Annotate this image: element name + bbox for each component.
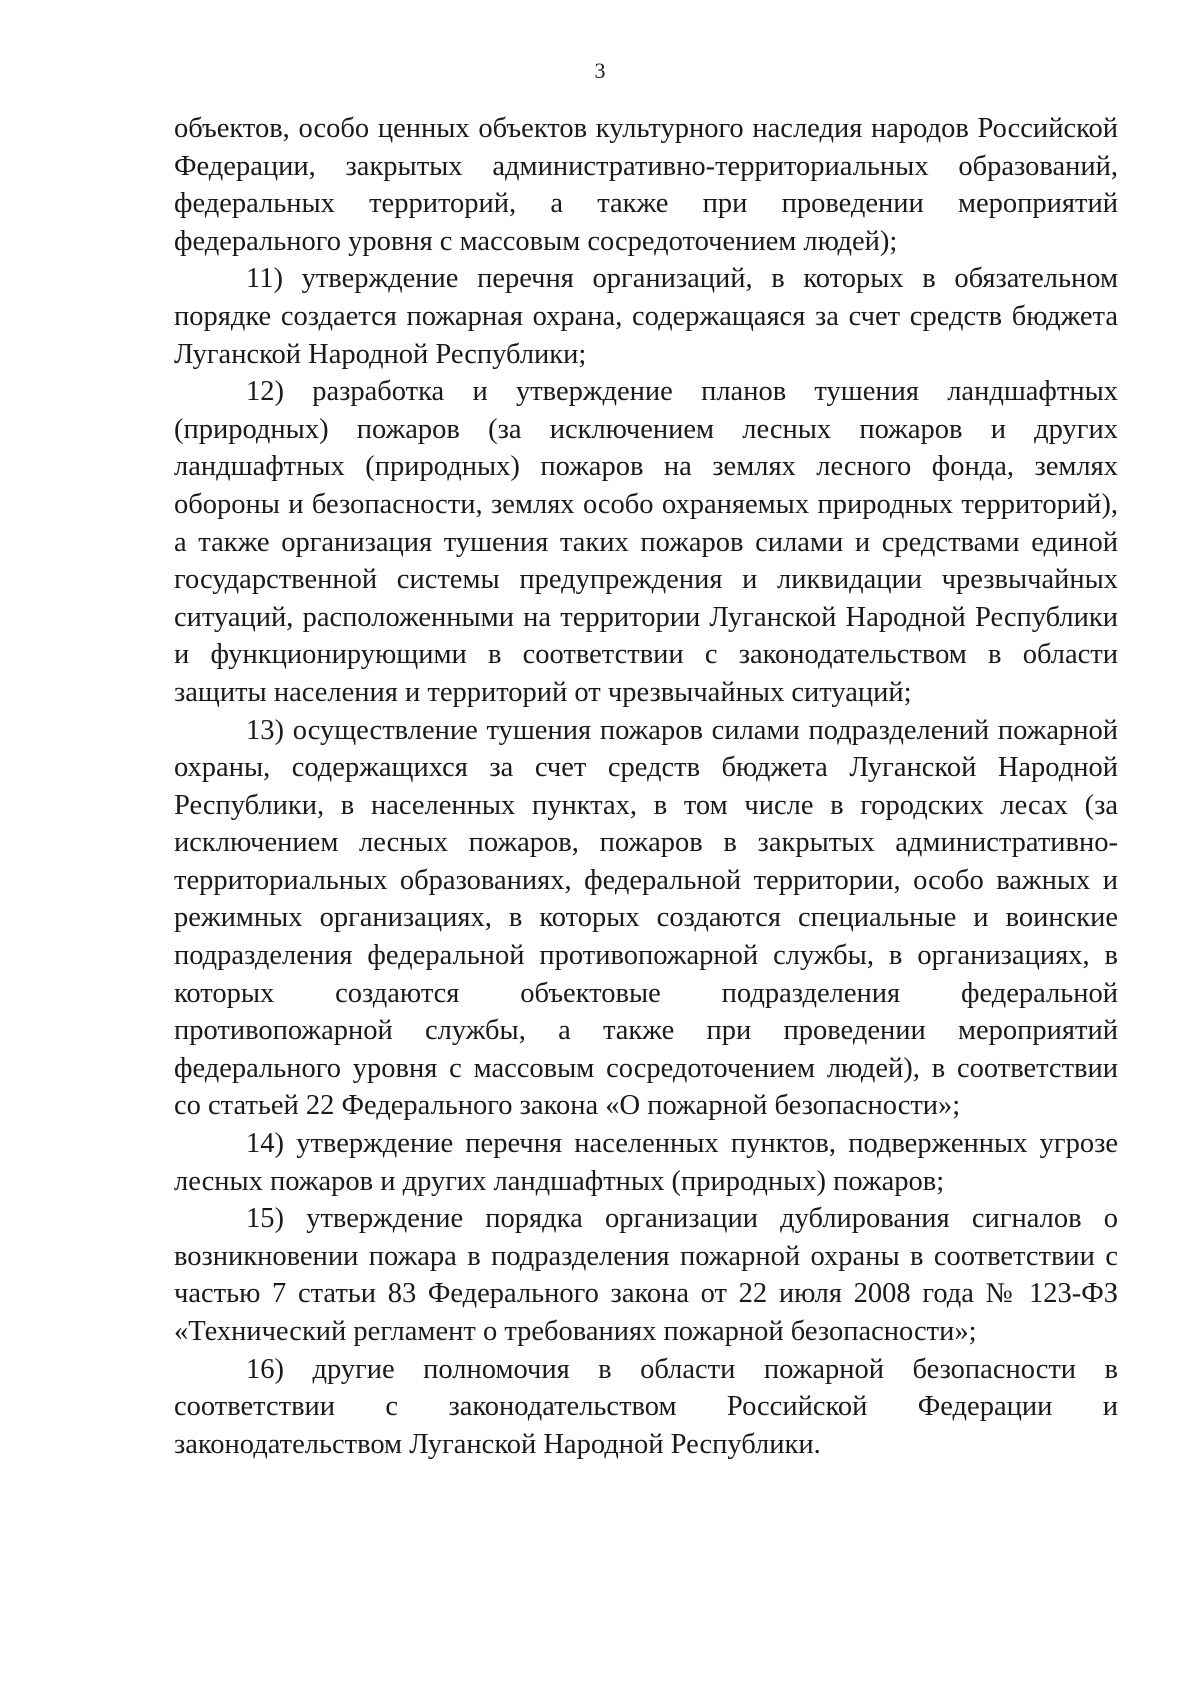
paragraph-item-11: 11) утверждение перечня организаций, в которых в обязательном порядке создается пожарная охрана, содержащаяся за счет средств бюджета Луганской Народной Республики; bbox=[174, 263, 1118, 370]
paragraph-item-16: 16) другие полномочия в области пожарной безопасности в соответствии с законодательством Российской Федерации и законодательством Луганской Народной Республики. bbox=[174, 1353, 1118, 1460]
paragraph-item-12: 12) разработка и утверждение планов тушения ландшафтных (природных) пожаров (за исключением лесных пожаров и других ландшафтных (природных) пожаров на землях лесного фонда, землях обороны и безопасности, землях особо охраняемых природных территорий), а также организация тушения таких пожаров силами и средствами единой государственной системы предупреждения и ликвидации чрезвычайных ситуаций, расположенными на территории Луганской Народной Республики и функционирующими в соответствии с законодательством в области защиты населения и территорий от чрезвычайных ситуаций; bbox=[174, 376, 1118, 708]
document-body bbox=[174, 110, 1118, 1463]
page-number: 3 bbox=[594, 58, 606, 83]
paragraph-item-14: 14) утверждение перечня населенных пунктов, подверженных угрозе лесных пожаров и других ландшафтных (природных) пожаров; bbox=[174, 1128, 1118, 1197]
paragraph-continuation: объектов, особо ценных объектов культурного наследия народов Российской Федерации, закрытых административно-территориальных образований, федеральных территорий, а также при проведении мероприятий федерального уровня с массовым сосредоточением людей); bbox=[174, 113, 1118, 257]
paragraph-item-15: 15) утверждение порядка организации дублирования сигналов о возникновении пожара в подразделения пожарной охраны в соответствии с частью 7 статьи 83 Федерального закона от 22 июля 2008 года № 123-ФЗ «Технический регламент о требованиях пожарной безопасности»; bbox=[174, 1203, 1118, 1347]
paragraph-item-13: 13) осуществление тушения пожаров силами подразделений пожарной охраны, содержащихся за счет средств бюджета Луганской Народной Республики, в населенных пунктах, в том числе в городских лесах (за исключением лесных пожаров, пожаров в закрытых административно-территориальных образованиях, федеральной территории, особо важных и режимных организациях, в которых создаются специальные и воинские подразделения федеральной противопожарной службы, в организациях, в которых создаются объектовые подразделения федеральной противопожарной службы, а также при проведении мероприятий федерального уровня с массовым сосредоточением людей), в соответствии со статьей 22 Федерального закона «О пожарной безопасности»; bbox=[174, 714, 1118, 1122]
